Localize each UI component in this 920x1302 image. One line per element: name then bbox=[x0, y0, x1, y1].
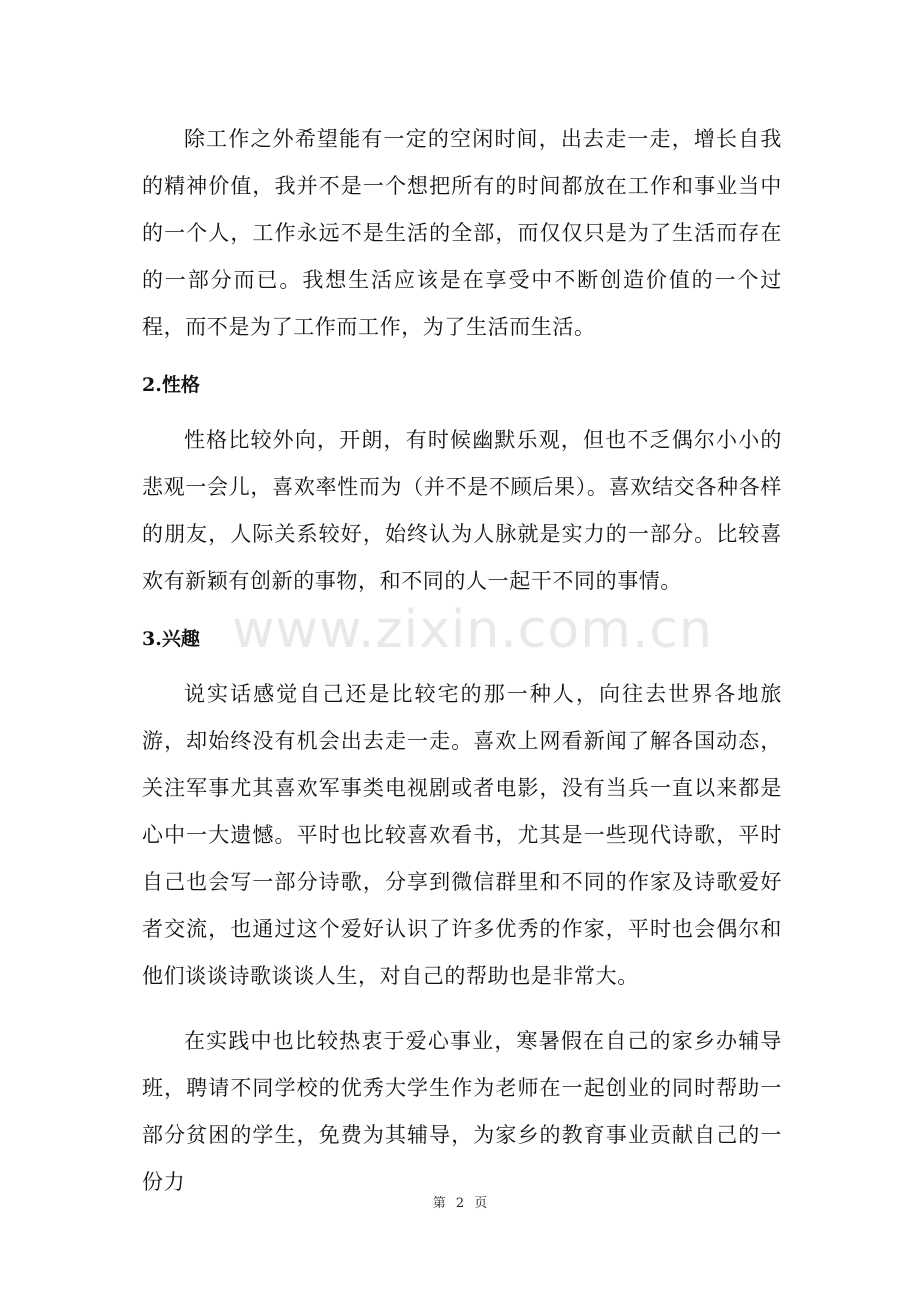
intro-paragraph: 除工作之外希望能有一定的空闲时间，出去走一走，增长自我的精神价值，我并不是一个想把所有的时间都放在工作和事业当中的一个人，工作永远不是生活的全部，而仅仅只是为了生活而存在的一部分而已。我想生活应该是在享受中不断创造价值的一个过程，而不是为了工作而工作，为了生活而生活。 bbox=[142, 127, 782, 339]
paragraph-spacer bbox=[142, 1000, 782, 1018]
section-heading-personality: 2.性格 bbox=[142, 374, 200, 396]
page-number: 第 2 页 bbox=[432, 1196, 488, 1211]
document-body bbox=[142, 116, 782, 1206]
section-heading-interests: 3.兴趣 bbox=[142, 628, 200, 650]
interests-paragraph: 说实话感觉自己还是比较宅的那一种人，向往去世界各地旅游，却始终没有机会出去走一走。喜欢上网看新闻了解各国动态，关注军事尤其喜欢军事类电视剧或者电影，没有当兵一直以来都是心中一大遗憾。平时也比较喜欢看书，尤其是一些现代诗歌，平时自己也会写一部分诗歌，分享到微信群里和不同的作家及诗歌爱好者交流，也通过这个爱好认识了许多优秀的作家，平时也会偶尔和他们谈谈诗歌谈谈人生，对自己的帮助也是非常大。 bbox=[142, 682, 782, 988]
charity-paragraph: 在实践中也比较热衷于爱心事业，寒暑假在自己的家乡办辅导班，聘请不同学校的优秀大学生作为老师在一起创业的同时帮助一部分贫困的学生，免费为其辅导，为家乡的教育事业贡献自己的一份力 bbox=[142, 1029, 782, 1194]
personality-paragraph: 性格比较外向，开朗，有时候幽默乐观，但也不乏偶尔小小的悲观一会儿，喜欢率性而为（并不是不顾后果）。喜欢结交各种各样的朋友，人际关系较好，始终认为人脉就是实力的一部分。比较喜欢有新颖有创新的事物，和不同的人一起干不同的事情。 bbox=[142, 428, 782, 593]
watermark-text: www.zixin.com.cn bbox=[232, 600, 713, 660]
